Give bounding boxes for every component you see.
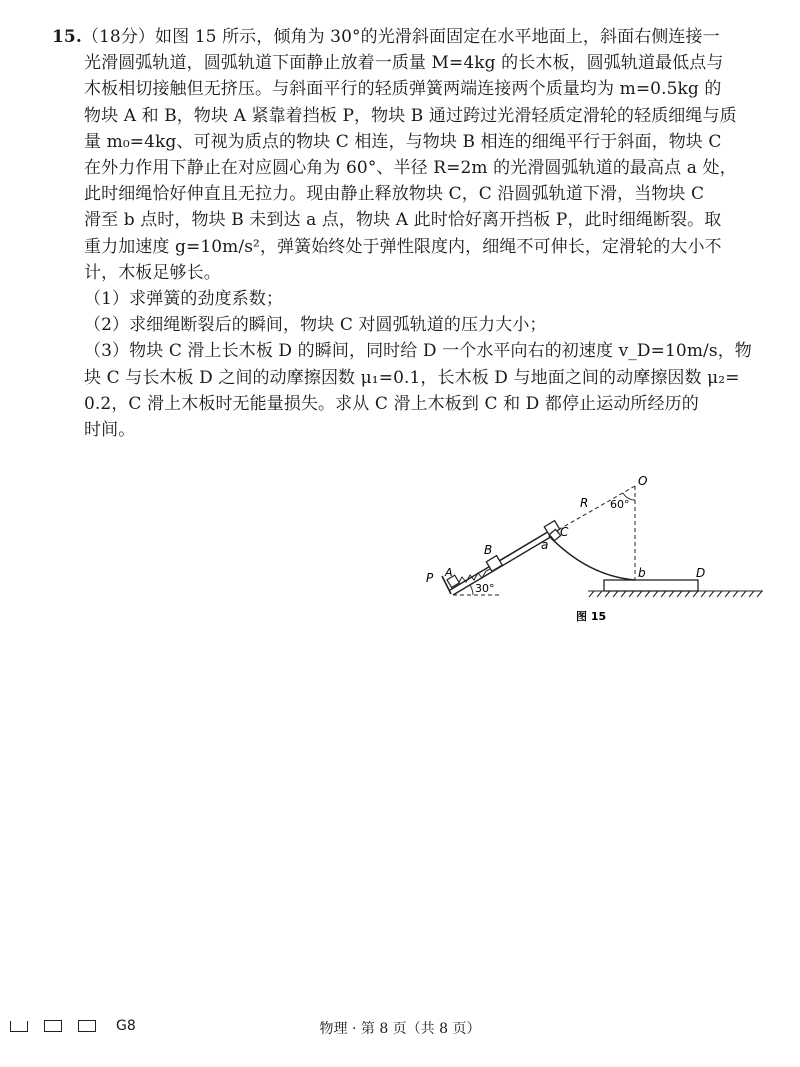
angle-arc-bottom [470,585,473,595]
question-line-1: 如图 15 所示，倾角为 30°的光滑斜面固定在水平地面上，斜面右侧连接一 [155,27,720,47]
question-15 [52,24,752,443]
question-line-10: 计，木板足够长。 [84,262,221,283]
page-footer [0,1016,800,1040]
figure-caption: 图 15 [576,610,607,623]
figure-15 [418,474,768,629]
label-p: P [426,571,434,585]
question-line-2: 光滑圆弧轨道，圆弧轨道下面静止放着一质量 M=4kg 的长木板，圆弧轨道最低点与 [84,53,724,74]
label-r: R [580,496,589,510]
question-line-3: 木板相切接触但无挤压。与斜面平行的轻质弹簧两端连接两个质量均为 m=0.5kg 的 [84,79,722,100]
sub-question-3-line-3: 0.2，C 滑上木板时无能量损失。求从 C 滑上木板到 C 和 D 都停止运动所经历的 [84,393,699,414]
label-b-point: b [638,566,646,580]
question-line-9: 重力加速度 g=10m/s²，弹簧始终处于弹性限度内，细绳不可伸长，定滑轮的大小不 [84,236,722,257]
label-b-block: B [484,543,493,557]
footer-page-number: 物理 · 第 8 页（共 8 页） [319,1021,481,1037]
label-c: C [560,525,569,539]
question-line-8: 滑至 b 点时，物块 B 未到达 a 点，物块 A 此时恰好离开挡板 P，此时细绳断裂。取 [84,210,722,231]
question-line-7: 此时细绳恰好伸直且无拉力。现由静止释放物块 C，C 沿圆弧轨道下滑，当物块 C [84,184,705,205]
block-b [486,556,502,572]
ground-hatch [588,591,763,597]
footer-code: G8 [116,1018,136,1034]
question-line-4: 物块 A 和 B，物块 A 紧靠着挡板 P，物块 B 通过跨过光滑轻质定滑轮的轻质细绳与质 [84,105,737,126]
sub-question-3-line-1: （3）物块 C 滑上长木板 D 的瞬间，同时给 D 一个水平向右的初速度 v_D=10m/s，物 [84,341,752,362]
board-d [604,580,698,591]
physics-diagram [418,474,768,629]
sub-question-1: （1）求弹簧的劲度系数； [84,289,284,310]
label-o: O [638,474,648,488]
label-a-block: A [445,566,453,579]
question-line-5: 量 m₀=4kg、可视为质点的物块 C 相连，与物块 B 相连的细绳平行于斜面，物块 C [84,131,722,152]
arc-track [549,536,635,580]
question-score: （18分） [81,27,156,47]
label-angle-top: 60° [610,498,630,511]
question-number: 15. [52,27,82,47]
label-d: D [696,566,706,580]
label-angle-bottom: 30° [475,582,495,595]
label-a: a [541,538,549,552]
sub-question-3-line-4: 时间。 [84,420,136,441]
question-line-6: 在外力作用下静止在对应圆心角为 60°、半径 R=2m 的光滑圆弧轨道的最高点 a 处， [84,158,737,179]
question-header-line [52,24,752,50]
sub-question-2: （2）求细绳断裂后的瞬间，物块 C 对圆弧轨道的压力大小； [84,315,547,336]
sub-question-3-line-2: 块 C 与长木板 D 之间的动摩擦因数 μ₁=0.1，长木板 D 与地面之间的动摩擦因数 μ₂= [84,367,740,388]
